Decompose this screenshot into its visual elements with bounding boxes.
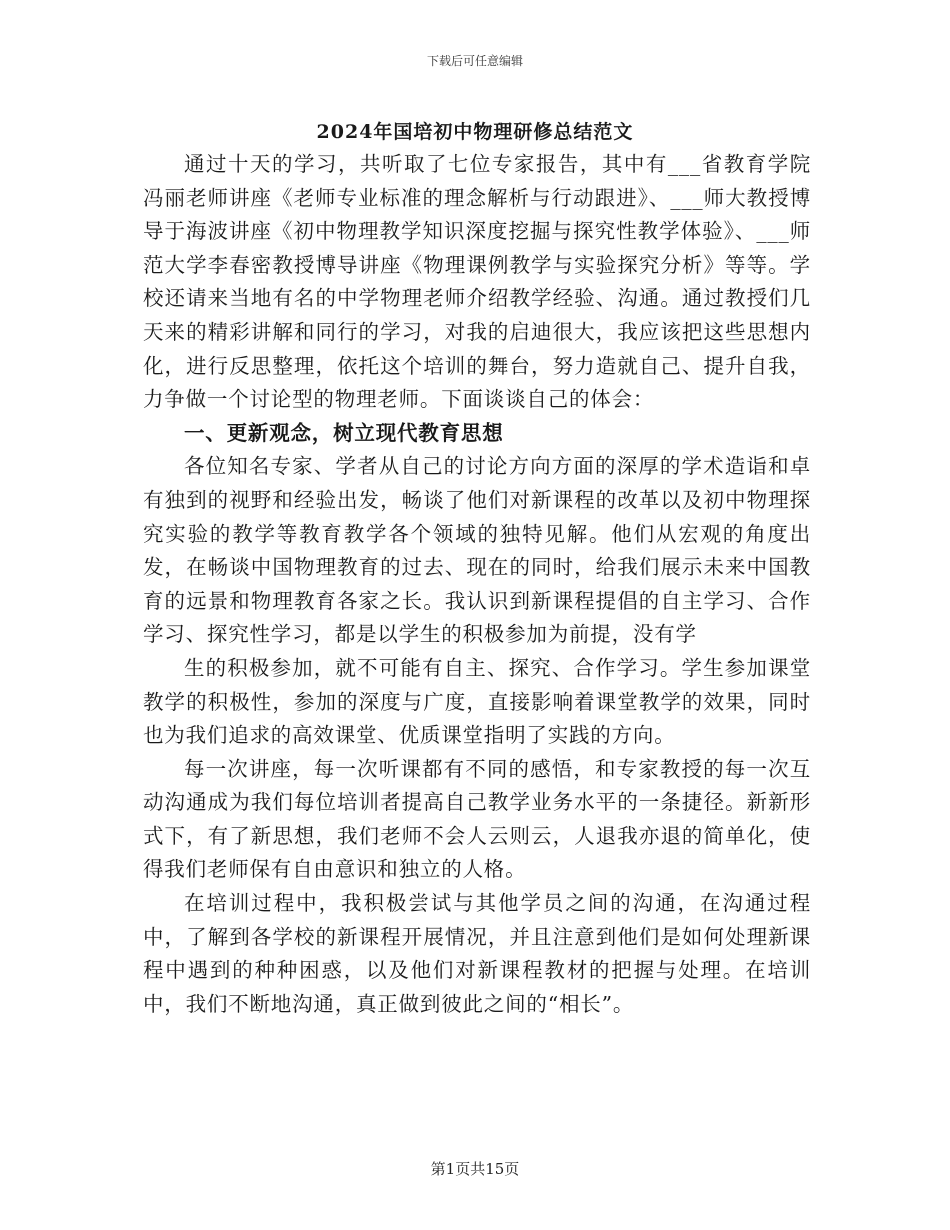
paragraph-intro: 通过十天的学习，共听取了七位专家报告，其中有___省教育学院冯丽老师讲座《老师专业标准的理念解析与行动跟进》、___师大教授博导于海波讲座《初中物理教学知识深度挖掘与探究性教学体验》、___师范大学李春密教授博导讲座《物理课例教学与实验探究分析》等等。学校还请来当地有名的中学物理老师介绍教学经验、沟通。通过教授们几天来的精彩讲解和同行的学习，对我的启迪很大，我应该把这些思想内化，进行反思整理，依托这个培训的舞台，努力造就自己、提升自我，力争做一个讨论型的物理老师。下面谈谈自己的体会： bbox=[143, 152, 811, 412]
header-note: 下载后可任意编辑 bbox=[426, 54, 523, 68]
paragraph-participation: 生的积极参加，就不可能有自主、探究、合作学习。学生参加课堂教学的积极性，参加的深度与广度，直接影响着课堂教学的效果，同时也为我们追求的高效课堂、优质课堂指明了实践的方向。 bbox=[143, 655, 811, 748]
section-heading: 一、更新观念，树立现代教育思想 bbox=[184, 420, 504, 445]
document-body bbox=[143, 148, 811, 1021]
page-footer: 第1页共15页 bbox=[430, 1160, 520, 1178]
document-title: 2024年国培初中物理研修总结范文 bbox=[316, 121, 634, 143]
paragraph-communication: 在培训过程中，我积极尝试与其他学员之间的沟通，在沟通过程中，了解到各学校的新课程开展情况，并且注意到他们是如何处理新课程中遇到的种种困惑，以及他们对新课程教材的把握与处理。在培训中，我们不断地沟通，真正做到彼此之间的“相长”。 bbox=[143, 891, 811, 1016]
paragraph-lectures: 每一次讲座，每一次听课都有不同的感悟，和专家教授的每一次互动沟通成为我们每位培训者提高自己教学业务水平的一条捷径。新新形式下，有了新思想，我们老师不会人云则云，人退我亦退的简单化，使得我们老师保有自由意识和独立的人格。 bbox=[143, 756, 811, 882]
paragraph-experts: 各位知名专家、学者从自己的讨论方向方面的深厚的学术造诣和卓有独到的视野和经验出发，畅谈了他们对新课程的改革以及初中物理探究实验的教学等教育教学各个领域的独特见解。他们从宏观的角度出发，在畅谈中国物理教育的过去、现在的同时，给我们展示未来中国教育的远景和物理教育各家之长。我认识到新课程提倡的自主学习、合作学习、探究性学习，都是以学生的积极参加为前提，没有学 bbox=[143, 454, 811, 647]
